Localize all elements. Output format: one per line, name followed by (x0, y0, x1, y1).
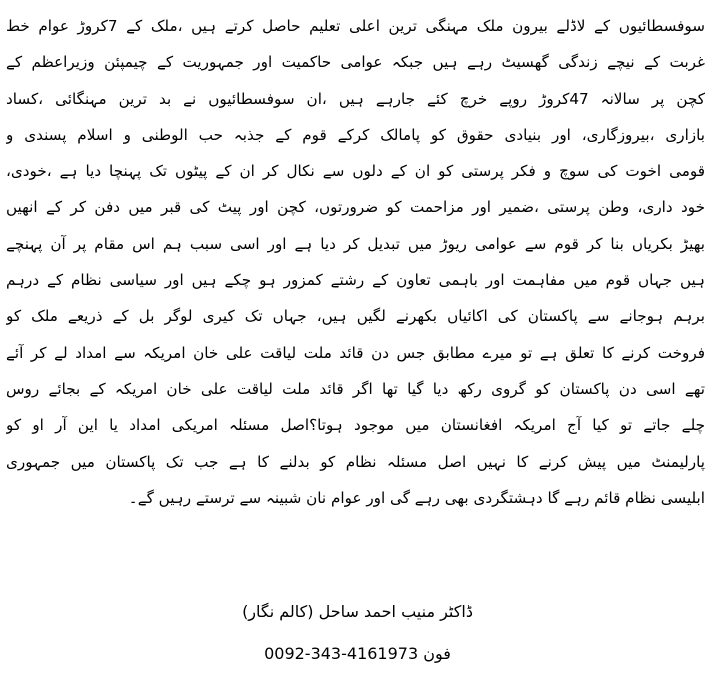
article-line: خود داری، وطن پرستی ،ضمیر اور مزاحمت کو ضرورتوں، کچن اور پیٹ کی قبر میں دفن کر کے انھیں (6, 198, 705, 217)
article-line: قومی اخوت کی سوچ و فکر پرستی کو ان کے دلوں سے نکال کر ان کے پیٹوں تک پہنچا دیا ہے ،خودی، (6, 162, 705, 181)
article-line: فروخت کرنے کا تعلق ہے تو میرے مطابق جس دن قائد ملت لیاقت علی خان امریکہ سے امداد لے کر آئے (6, 343, 705, 362)
article-line: تھے اسی دن پاکستان کو گروی رکھ دیا گیا تھا اگر قائد ملت لیاقت علی خان امریکہ کے بجائے روس (6, 379, 705, 398)
article-line: غربت کے نیچے زندگی گھسیٹ رہے ہیں جبکہ عوامی حاکمیت اور جمہوریت کے چیمپئن وزیراعظم کے (6, 53, 705, 72)
article-line: چلے جاتے تو کیا آج امریکہ افغانستان میں موجود ہوتا؟اصل مسئلہ امریکی امداد یا این آر او کو (6, 416, 705, 435)
article-line: بازاری ،بیروزگاری، اور بنیادی حقوق کو پامالک کرکے قوم کے جذبہ حب الوطنی و اسلام پسندی و (6, 125, 705, 144)
article-line: پارلیمنٹ میں پیش کرنے کا نہیں اصل مسئلہ نظام کو بدلنے کا ہے جب تک پاکستان میں جمہوری (6, 452, 705, 471)
article-line: بھیڑ بکریاں بنا کر قوم سے عوامی ریوڑ میں تبدیل کر دیا ہے اور اسی سبب ہم اس مقام پر آن پہنچے (6, 234, 705, 253)
article-line: ہیں جہاں قوم میں مفاہمت اور باہمی تعاون کے رشتے کمزور ہو چکے ہیں اور سیاسی نظام کے درہم (6, 271, 705, 290)
article-line-last: ابلیسی نظام قائم رہے گا دہشتگردی بھی رہے گی اور عوام نان شبینہ سے ترستے رہیں گے۔ (128, 488, 705, 507)
phone-row (0, 641, 715, 667)
author-signature: ڈاکٹر منیب احمد ساحل (کالم نگار) (242, 602, 473, 621)
article-line: سوفسطائیوں کے لاڈلے بیرون ملک مہنگی ترین اعلی تعلیم حاصل کرتے ہیں ،ملک کے 7کروڑ عوام خط (6, 17, 705, 35)
article-body (0, 8, 715, 516)
article-line: کچن پر سالانہ 47کروڑ روپے خرچ کئے جارہے ہیں ،ان سوفسطائیوں نے بد ترین مہنگائی ،کساد (6, 89, 705, 108)
phone-number: 0092-343-4161973 (264, 644, 419, 663)
phone-label: فون (423, 644, 451, 663)
article-line: برہم ہوجانے سے پاکستان کی اکائیاں بکھرنے لگیں ہیں، جہاں تک کیری لوگر بل کے ذریعے ملک کو (6, 307, 705, 326)
